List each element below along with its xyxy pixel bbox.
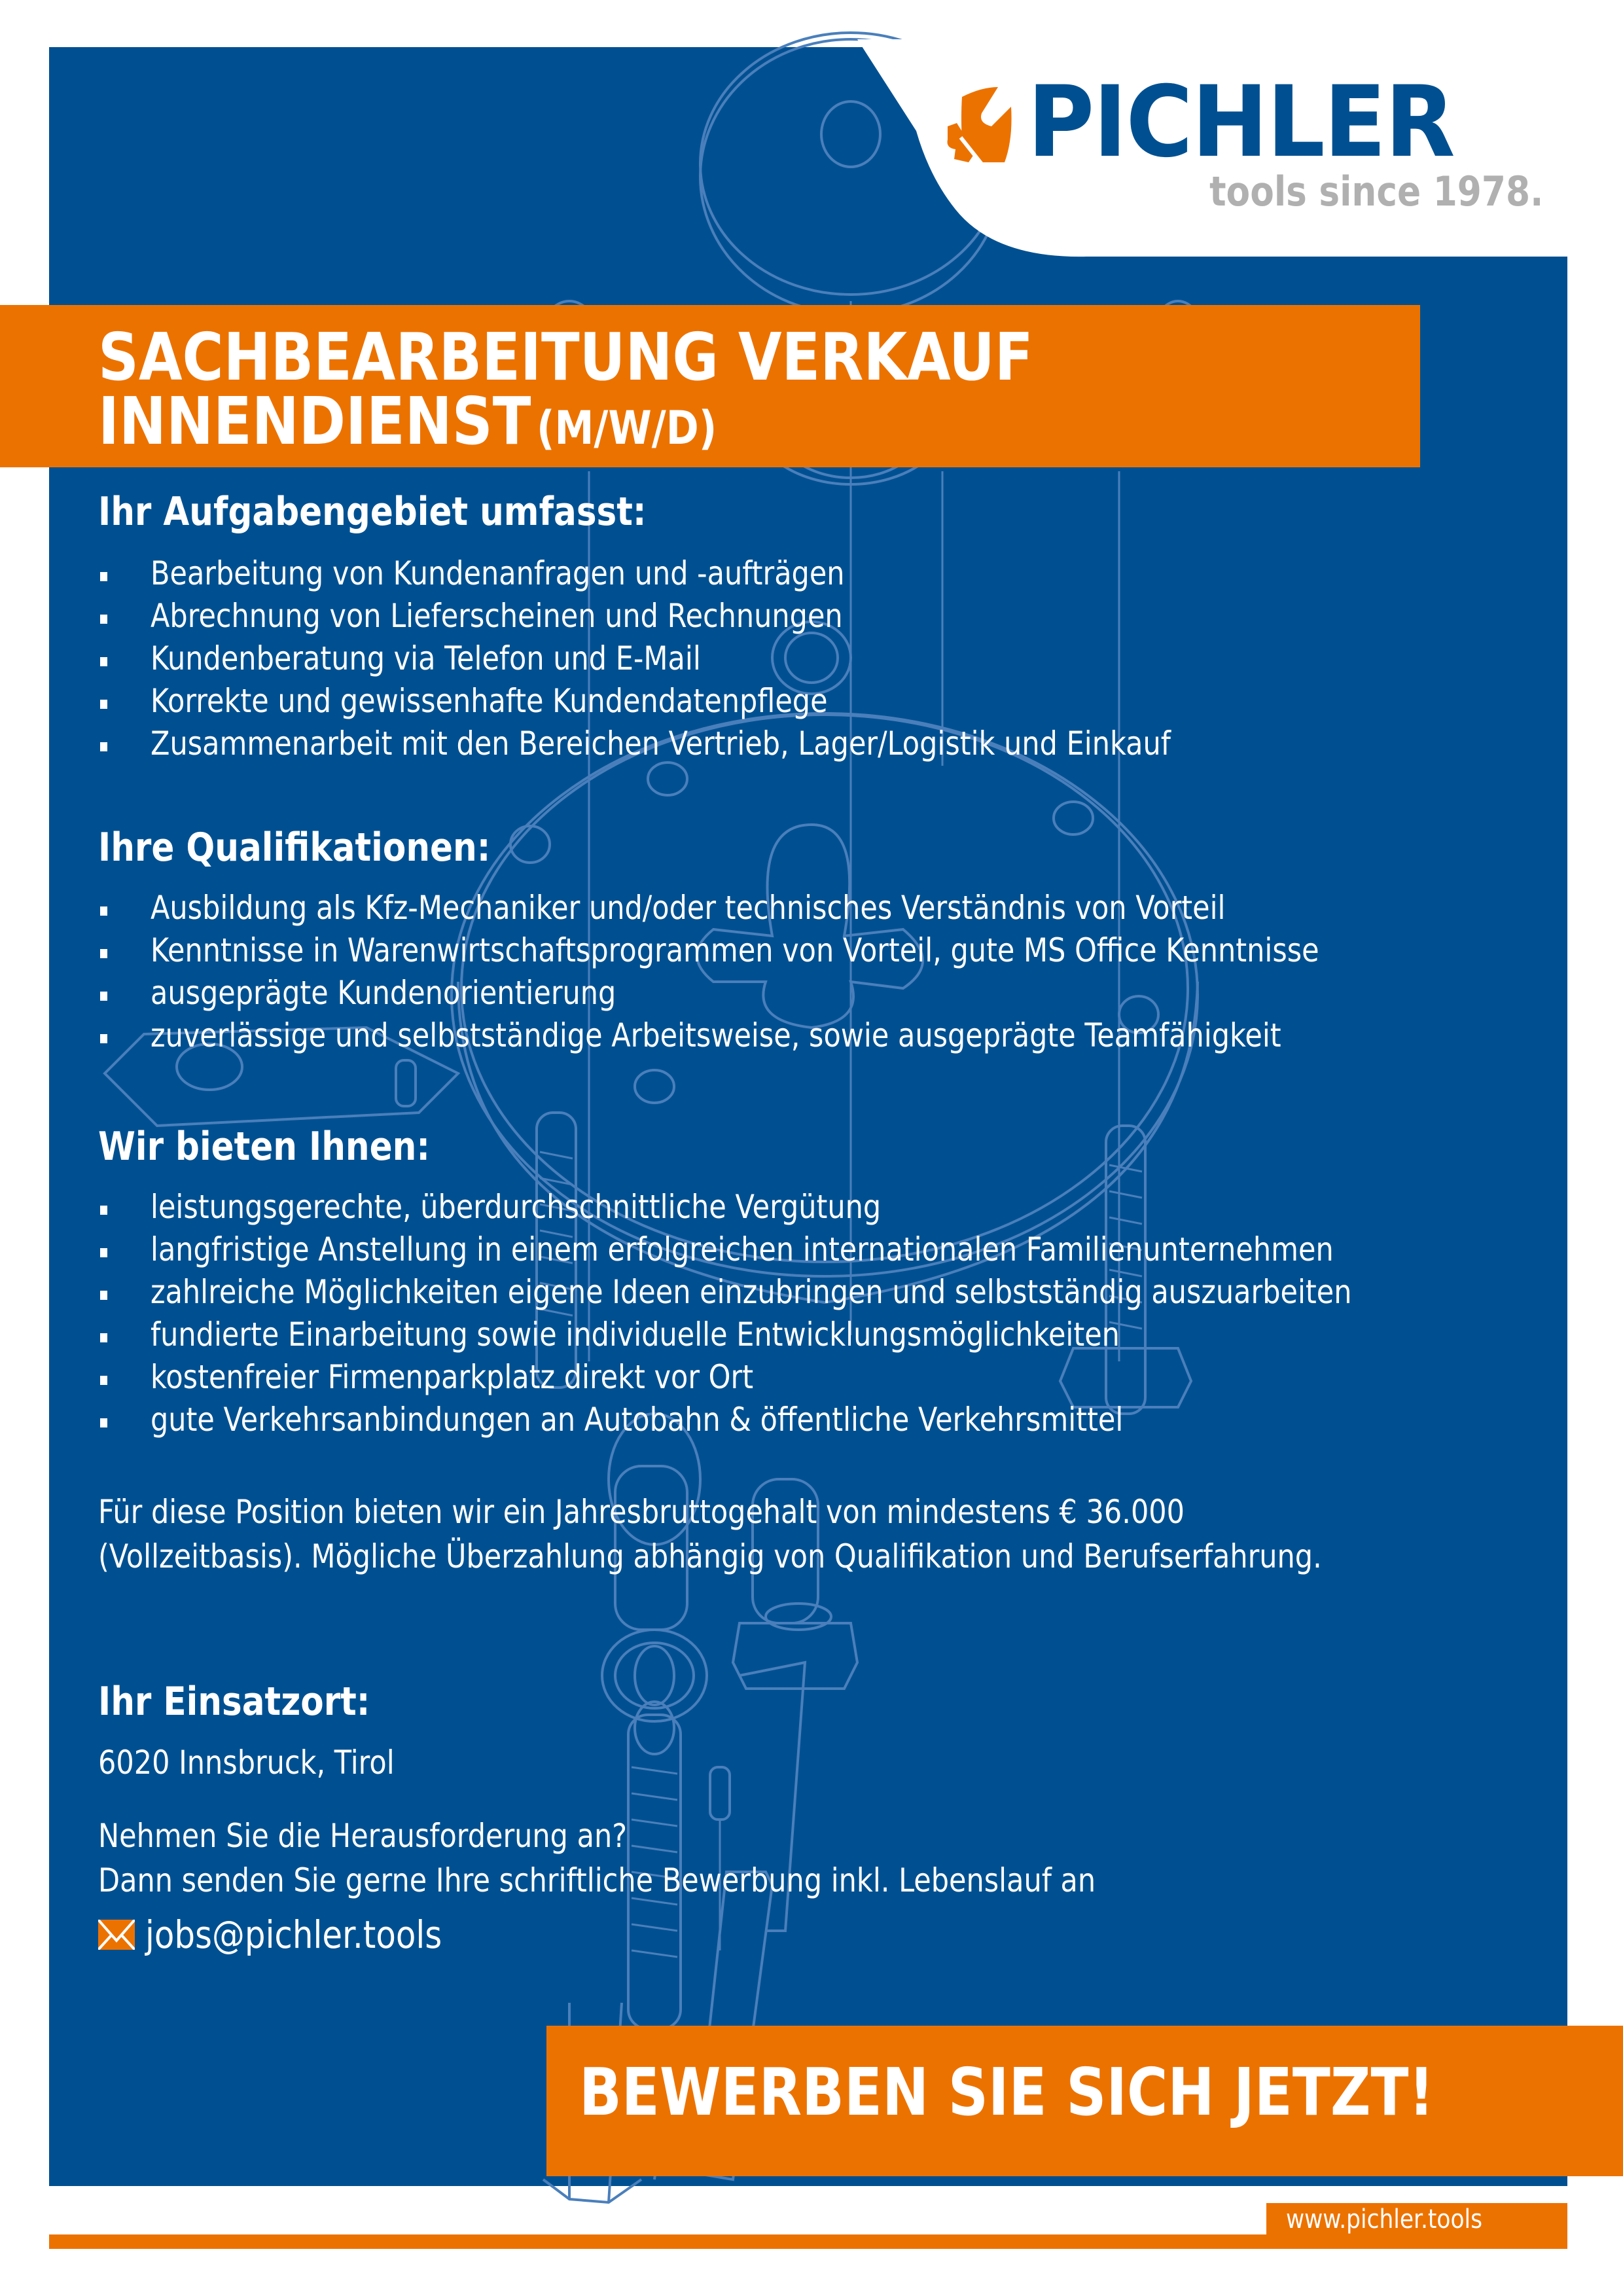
website-tag[interactable] xyxy=(1266,2203,1567,2236)
list-item: zahlreiche Möglichkeiten eigene Ideen einzubringen und selbstständig auszuarbeiten xyxy=(98,1271,1547,1314)
section-heading: Wir bieten Ihnen: xyxy=(98,1124,431,1170)
job-title-line2 xyxy=(98,383,717,459)
list-item: zuverlässige und selbstständige Arbeitsweise, sowie ausgeprägte Teamfähigkeit xyxy=(98,1014,1509,1057)
brand-name: PICHLER xyxy=(1027,65,1454,179)
apply-now-label[interactable]: BEWERBEN SIE SICH JETZT! xyxy=(579,2054,1435,2130)
qualifications-list xyxy=(98,887,1509,1057)
job-title-banner xyxy=(0,305,1420,467)
list-item: Bearbeitung von Kundenanfragen und -aufträgen xyxy=(98,552,1337,595)
list-item: leistungsgerechte, überdurchschnittliche Vergütung xyxy=(98,1186,1547,1229)
pichler-logo xyxy=(942,65,1551,179)
tasks-list xyxy=(98,552,1337,765)
gender-suffix: (M/W/D) xyxy=(536,401,717,455)
list-item: Abrechnung von Lieferscheinen und Rechnungen xyxy=(98,595,1337,637)
list-item: Zusammenarbeit mit den Bereichen Vertrieb, Lager/Logistik und Einkauf xyxy=(98,723,1337,765)
apply-instruction: Dann senden Sie gerne Ihre schriftliche Bewerbung inkl. Lebenslauf an xyxy=(98,1861,1096,1899)
wrench-logo-icon xyxy=(942,77,1021,169)
section-heading: Ihre Qualifikationen: xyxy=(98,825,491,870)
list-item: Korrekte und gewissenhafte Kundendatenpflege xyxy=(98,680,1337,723)
list-item: gute Verkehrsanbindungen an Autobahn & öffentliche Verkehrsmittel xyxy=(98,1399,1547,1441)
list-item: kostenfreier Firmenparkplatz direkt vor Ort xyxy=(98,1356,1547,1399)
salary-line1: Für diese Position bieten wir ein Jahresbruttogehalt von mindestens € 36.000 xyxy=(98,1493,1185,1531)
offer-list xyxy=(98,1186,1547,1441)
list-item: Kenntnisse in Warenwirtschaftsprogrammen von Vorteil, gute MS Office Kenntnisse xyxy=(98,929,1509,972)
email-link[interactable]: jobs@pichler.tools xyxy=(145,1912,442,1957)
apply-now-banner[interactable] xyxy=(546,2026,1623,2176)
list-item: langfristige Anstellung in einem erfolgreichen internationalen Familienunternehmen xyxy=(98,1229,1547,1271)
brand-tagline: tools since 1978. xyxy=(1209,168,1543,215)
location-value: 6020 Innsbruck, Tirol xyxy=(98,1744,395,1782)
envelope-icon xyxy=(98,1920,135,1950)
list-item: ausgeprägte Kundenorientierung xyxy=(98,972,1509,1014)
list-item: Ausbildung als Kfz-Mechaniker und/oder technisches Verständnis von Vorteil xyxy=(98,887,1509,929)
bottom-accent-strip xyxy=(49,2234,1567,2249)
salary-line2: (Vollzeitbasis). Mögliche Überzahlung abhängig von Qualifikation und Berufserfahrung. xyxy=(98,1537,1322,1575)
job-title-main: INNENDIENST xyxy=(98,383,531,459)
list-item: fundierte Einarbeitung sowie individuelle Entwicklungsmöglichkeiten xyxy=(98,1314,1547,1356)
email-contact[interactable] xyxy=(98,1912,490,1957)
section-heading: Ihr Einsatzort: xyxy=(98,1679,370,1725)
job-title-line1: SACHBEARBEITUNG VERKAUF xyxy=(98,319,1033,395)
apply-question: Nehmen Sie die Herausforderung an? xyxy=(98,1817,628,1855)
list-item: Kundenberatung via Telefon und E-Mail xyxy=(98,637,1337,680)
section-heading: Ihr Aufgabengebiet umfasst: xyxy=(98,489,647,535)
website-link[interactable]: www.pichler.tools xyxy=(1286,2204,1482,2234)
